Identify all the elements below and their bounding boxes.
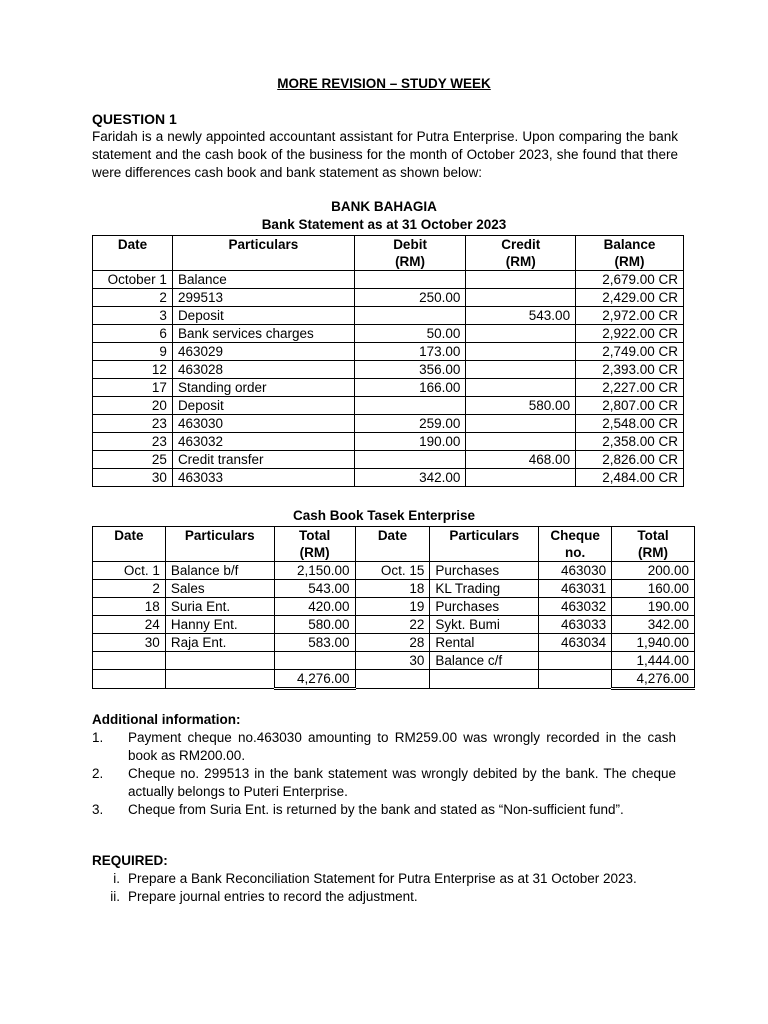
- cashbook-cell-lpart: [165, 652, 274, 670]
- bank-cell-credit: [466, 361, 576, 379]
- bank-cell-debit: 173.00: [354, 343, 466, 361]
- cashbook-row: [93, 580, 695, 598]
- bank-cell-credit: [466, 325, 576, 343]
- cashbook-cell-rdate: 30: [355, 652, 430, 670]
- cashbook-total-right: 4,276.00: [612, 670, 695, 689]
- cashbook-header-cheque: Cheque no.: [539, 527, 612, 562]
- cashbook-header-particulars-right: Particulars: [430, 527, 539, 562]
- question-heading: QUESTION 1: [92, 111, 177, 127]
- bank-cell-particulars: Bank services charges: [172, 325, 354, 343]
- bank-row: [93, 415, 684, 433]
- cashbook-cell-rtotal: 190.00: [612, 598, 695, 616]
- bank-header-debit: Debit (RM): [354, 236, 466, 271]
- cashbook-cell-cheque: [539, 652, 612, 670]
- bank-row: [93, 325, 684, 343]
- cashbook-cell-rtotal: 342.00: [612, 616, 695, 634]
- bank-cell-debit: 342.00: [354, 469, 466, 487]
- bank-cell-debit: 50.00: [354, 325, 466, 343]
- cashbook-header-row: [93, 527, 695, 562]
- bank-cell-debit: 250.00: [354, 289, 466, 307]
- cashbook-cell-cheque: 463034: [539, 634, 612, 652]
- bank-cell-debit: [354, 307, 466, 325]
- bank-cell-date: October 1: [93, 271, 173, 289]
- cashbook-cell-lpart: Balance b/f: [165, 562, 274, 580]
- cashbook-cell-ldate: [93, 652, 166, 670]
- bank-cell-credit: 580.00: [466, 397, 576, 415]
- cashbook-cell-rpart: Purchases: [430, 562, 539, 580]
- bank-cell-date: 3: [93, 307, 173, 325]
- bank-row: [93, 271, 684, 289]
- bank-cell-balance: 2,807.00 CR: [576, 397, 684, 415]
- cashbook-cell-lpart: Raja Ent.: [165, 634, 274, 652]
- bank-row: [93, 343, 684, 361]
- bank-cell-credit: [466, 289, 576, 307]
- bank-cell-credit: 468.00: [466, 451, 576, 469]
- bank-cell-date: 17: [93, 379, 173, 397]
- bank-cell-particulars: Deposit: [172, 397, 354, 415]
- cashbook-cell-rpart: Balance c/f: [430, 652, 539, 670]
- cashbook-table: [92, 526, 695, 690]
- bank-cell-balance: 2,826.00 CR: [576, 451, 684, 469]
- bank-row: [93, 433, 684, 451]
- cashbook-row: [93, 634, 695, 652]
- bank-cell-date: 23: [93, 415, 173, 433]
- bank-cell-balance: 2,972.00 CR: [576, 307, 684, 325]
- cashbook-cell-ltotal: 2,150.00: [274, 562, 355, 580]
- cashbook-cell-rdate: Oct. 15: [355, 562, 430, 580]
- bank-row: [93, 379, 684, 397]
- cashbook-cell-rdate: 19: [355, 598, 430, 616]
- bank-cell-particulars: 463028: [172, 361, 354, 379]
- cashbook-cell-ldate: 24: [93, 616, 166, 634]
- bank-cell-credit: [466, 343, 576, 361]
- cashbook-cell-ltotal: 543.00: [274, 580, 355, 598]
- bank-cell-credit: [466, 433, 576, 451]
- cashbook-cell-cheque: 463032: [539, 598, 612, 616]
- bank-row: [93, 469, 684, 487]
- cashbook-cell-rtotal: 1,444.00: [612, 652, 695, 670]
- bank-row: [93, 307, 684, 325]
- cashbook-cell-rpart: Rental: [430, 634, 539, 652]
- bank-cell-balance: 2,429.00 CR: [576, 289, 684, 307]
- bank-header-row: [93, 236, 684, 271]
- bank-cell-balance: 2,227.00 CR: [576, 379, 684, 397]
- cashbook-header-total-right: Total (RM): [612, 527, 695, 562]
- bank-header-balance: Balance (RM): [576, 236, 684, 271]
- bank-cell-balance: 2,922.00 CR: [576, 325, 684, 343]
- bank-cell-particulars: Credit transfer: [172, 451, 354, 469]
- cashbook-cell-rdate: 28: [355, 634, 430, 652]
- bank-cell-date: 2: [93, 289, 173, 307]
- bank-cell-balance: 2,679.00 CR: [576, 271, 684, 289]
- bank-cell-balance: 2,749.00 CR: [576, 343, 684, 361]
- cashbook-cell-ltotal: 420.00: [274, 598, 355, 616]
- bank-cell-credit: [466, 271, 576, 289]
- bank-cell-balance: 2,393.00 CR: [576, 361, 684, 379]
- bank-cell-particulars: Standing order: [172, 379, 354, 397]
- cashbook-cell-ltotal: [274, 652, 355, 670]
- required-heading: REQUIRED:: [92, 853, 168, 868]
- cashbook-title: Cash Book Tasek Enterprise: [292, 508, 476, 523]
- bank-cell-particulars: 463030: [172, 415, 354, 433]
- cashbook-header-particulars-left: Particulars: [165, 527, 274, 562]
- bank-cell-date: 6: [93, 325, 173, 343]
- bank-cell-debit: 166.00: [354, 379, 466, 397]
- bank-cell-credit: 543.00: [466, 307, 576, 325]
- bank-cell-particulars: 299513: [172, 289, 354, 307]
- cashbook-cell-rdate: 22: [355, 616, 430, 634]
- cashbook-total-left: 4,276.00: [274, 670, 355, 689]
- bank-cell-debit: 190.00: [354, 433, 466, 451]
- bank-cell-debit: [354, 271, 466, 289]
- cashbook-cell-lpart: Sales: [165, 580, 274, 598]
- cashbook-cell-rpart: Sykt. Bumi: [430, 616, 539, 634]
- cashbook-row: [93, 616, 695, 634]
- bank-cell-date: 25: [93, 451, 173, 469]
- bank-cell-date: 20: [93, 397, 173, 415]
- cashbook-cell-lpart: Hanny Ent.: [165, 616, 274, 634]
- bank-cell-particulars: Balance: [172, 271, 354, 289]
- cashbook-cell-ltotal: 580.00: [274, 616, 355, 634]
- bank-row: [93, 361, 684, 379]
- additional-info-heading: Additional information:: [92, 712, 241, 727]
- bank-statement-subtitle: Bank Statement as at 31 October 2023: [261, 217, 507, 232]
- bank-cell-particulars: 463029: [172, 343, 354, 361]
- bank-header-credit: Credit (RM): [466, 236, 576, 271]
- page-title: MORE REVISION – STUDY WEEK: [277, 76, 491, 91]
- bank-cell-debit: 356.00: [354, 361, 466, 379]
- cashbook-header-date-left: Date: [93, 527, 166, 562]
- cashbook-cell-ldate: 30: [93, 634, 166, 652]
- bank-header-date: Date: [93, 236, 173, 271]
- cashbook-header-date-right: Date: [355, 527, 430, 562]
- question-intro: Faridah is a newly appointed accountant assistant for Putra Enterprise. Upon comparing the bank statement and the cash book of the business for the month of October 2023, she found that there were differences cash book and bank statement as shown below:: [92, 129, 678, 180]
- cashbook-row: [93, 598, 695, 616]
- bank-row: [93, 397, 684, 415]
- bank-cell-debit: [354, 451, 466, 469]
- cashbook-row: [93, 652, 695, 670]
- cashbook-cell-cheque: 463031: [539, 580, 612, 598]
- bank-name: BANK BAHAGIA: [331, 199, 437, 214]
- bank-cell-balance: 2,484.00 CR: [576, 469, 684, 487]
- bank-header-particulars: Particulars: [172, 236, 354, 271]
- cashbook-cell-ltotal: 583.00: [274, 634, 355, 652]
- cashbook-cell-rtotal: 160.00: [612, 580, 695, 598]
- bank-cell-date: 23: [93, 433, 173, 451]
- cashbook-cell-rpart: Purchases: [430, 598, 539, 616]
- bank-cell-balance: 2,358.00 CR: [576, 433, 684, 451]
- bank-row: [93, 451, 684, 469]
- cashbook-cell-rtotal: 200.00: [612, 562, 695, 580]
- bank-cell-debit: [354, 397, 466, 415]
- cashbook-header-total-left: Total (RM): [274, 527, 355, 562]
- cashbook-total-row: [93, 670, 695, 689]
- bank-cell-credit: [466, 415, 576, 433]
- bank-cell-credit: [466, 379, 576, 397]
- cashbook-cell-ldate: Oct. 1: [93, 562, 166, 580]
- bank-statement-table: [92, 235, 684, 487]
- bank-row: [93, 289, 684, 307]
- bank-cell-particulars: 463033: [172, 469, 354, 487]
- cashbook-cell-cheque: 463030: [539, 562, 612, 580]
- cashbook-cell-lpart: Suria Ent.: [165, 598, 274, 616]
- cashbook-cell-rdate: 18: [355, 580, 430, 598]
- bank-cell-particulars: 463032: [172, 433, 354, 451]
- bank-cell-balance: 2,548.00 CR: [576, 415, 684, 433]
- cashbook-cell-ldate: 2: [93, 580, 166, 598]
- cashbook-cell-ldate: 18: [93, 598, 166, 616]
- bank-cell-particulars: Deposit: [172, 307, 354, 325]
- bank-cell-debit: 259.00: [354, 415, 466, 433]
- bank-cell-credit: [466, 469, 576, 487]
- cashbook-cell-cheque: 463033: [539, 616, 612, 634]
- bank-cell-date: 9: [93, 343, 173, 361]
- cashbook-cell-rtotal: 1,940.00: [612, 634, 695, 652]
- bank-cell-date: 30: [93, 469, 173, 487]
- bank-cell-date: 12: [93, 361, 173, 379]
- cashbook-row: [93, 562, 695, 580]
- cashbook-cell-rpart: KL Trading: [430, 580, 539, 598]
